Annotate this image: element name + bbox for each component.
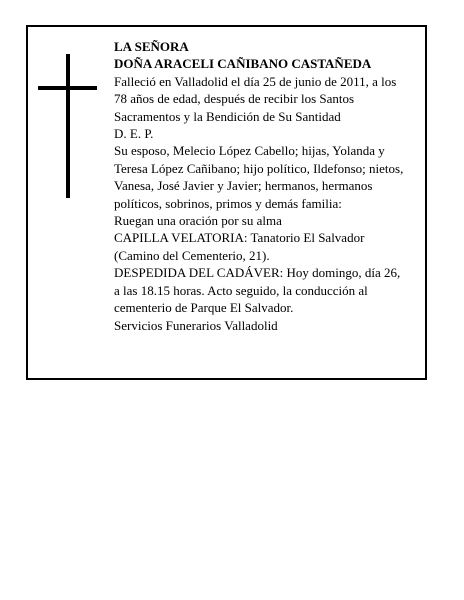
body-line: Vanesa, José Javier y Javier; hermanos, hermanos [114,178,373,194]
body-line: DESPEDIDA DEL CADÁVER: Hoy domingo, día 26, [114,265,401,281]
body-line: a las 18.15 horas. Acto seguido, la conducción al [114,282,368,298]
obituary-text [114,38,420,334]
body-line: políticos, sobrinos, primos y demás familia: [114,195,342,211]
body-line: cementerio de Parque El Salvador. [114,300,294,316]
body-line: Servicios Funerarios Valladolid [114,317,278,333]
heading-line-1: LA SEÑORA [114,39,189,54]
cross-icon [66,54,70,198]
body-line: D. E. P. [114,126,154,142]
body-line: Su esposo, Melecio López Cabello; hijas, Yolanda y [114,143,385,159]
body-line: Teresa López Cañibano; hijo político, Ildefonso; nietos, [114,160,404,176]
body-line: CAPILLA VELATORIA: Tanatorio El Salvador [114,230,365,246]
body-line: 78 años de edad, después de recibir los Santos [114,91,355,107]
deceased-name: DOÑA ARACELI CAÑIBANO CASTAÑEDA [114,56,372,72]
cross-icon-bar [38,86,97,90]
body-line: Sacramentos y la Bendición de Su Santidad [114,108,341,124]
body-line: (Camino del Cementerio, 21). [114,247,270,263]
body-line: Ruegan una oración por su alma [114,213,282,229]
body-line: Falleció en Valladolid el día 25 de junio de 2011, a los [114,73,397,89]
